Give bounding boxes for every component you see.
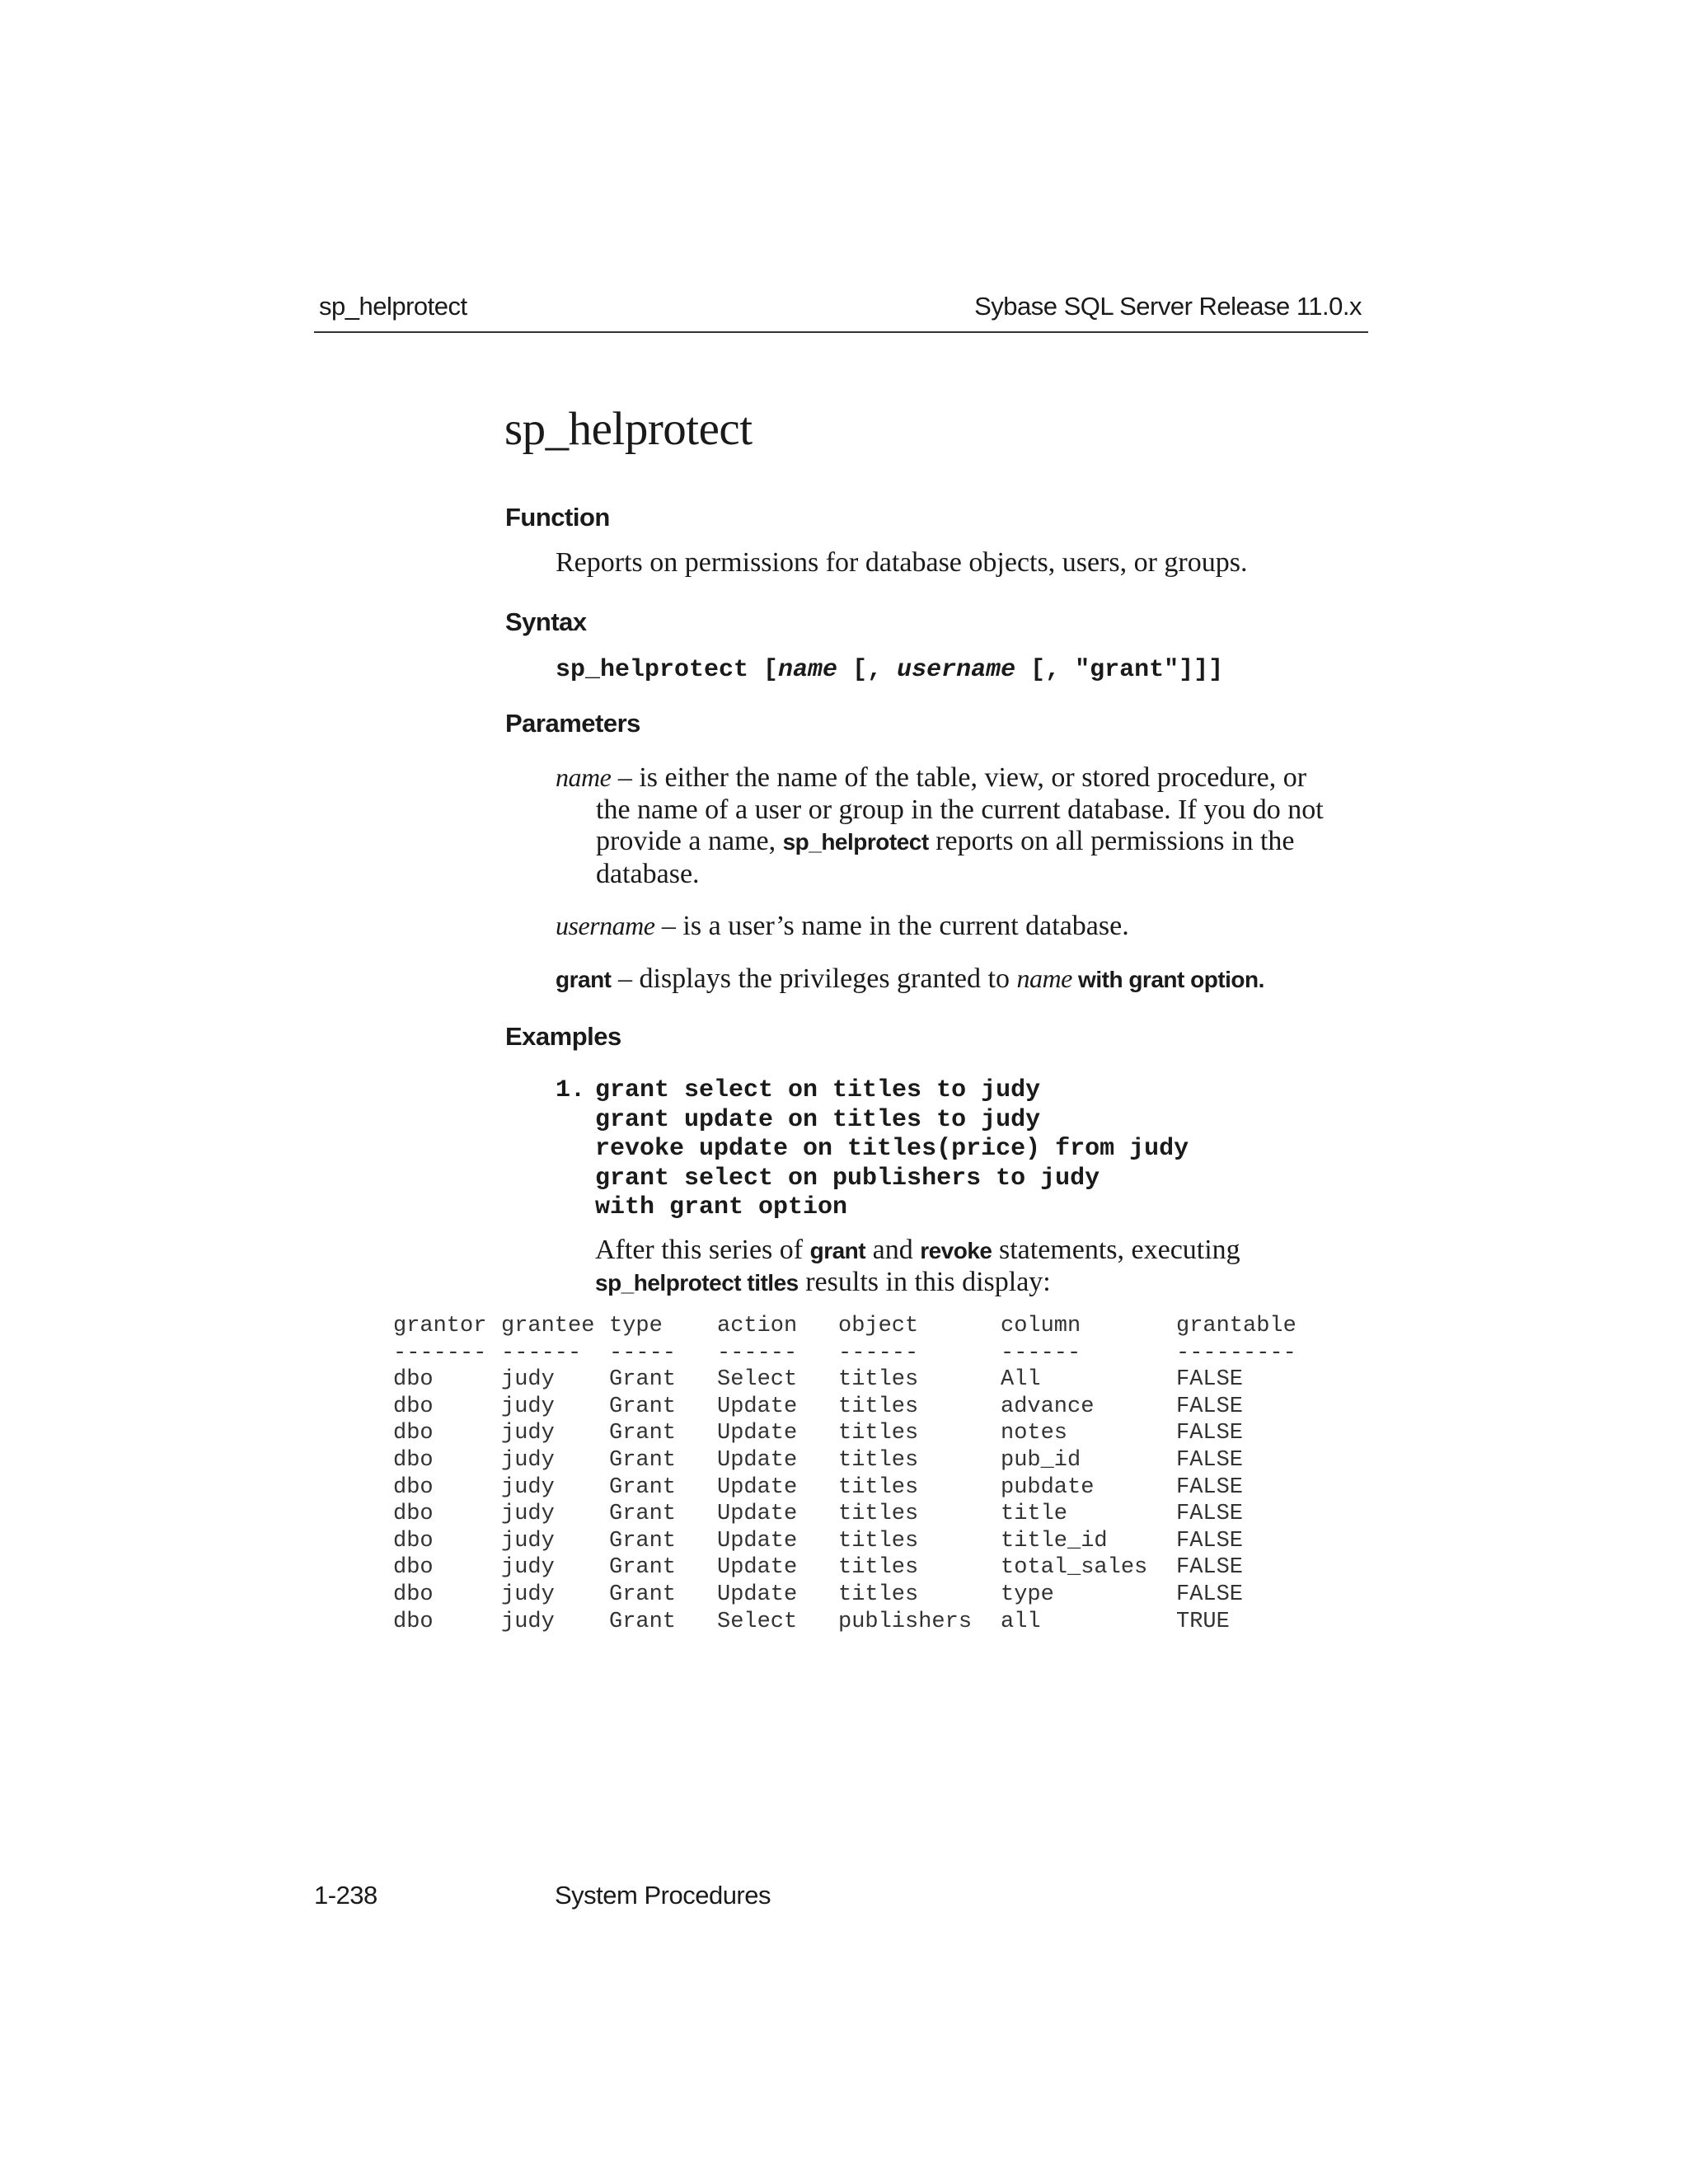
result-cell: Grant [609,1609,677,1634]
result-cell: Update [717,1447,798,1473]
result-cell: judy [501,1555,555,1581]
result-cell: judy [501,1447,555,1473]
result-cell: dbo [393,1528,434,1554]
result-underline-row [393,1340,1296,1368]
result-cell: Select [717,1609,798,1634]
example-desc-revoke: revoke [920,1238,992,1263]
footer-section: System Procedures [555,1881,771,1910]
result-cell: FALSE [1176,1367,1244,1393]
result-cell: titles [838,1421,919,1446]
result-cell: title_id [1001,1528,1108,1554]
param-username-term: username [556,911,655,940]
result-cell: judy [501,1394,555,1419]
result-cell: FALSE [1176,1394,1244,1419]
example-number: 1. [556,1076,586,1104]
result-cell: dbo [393,1394,434,1419]
param-name-dash: – [611,762,640,793]
example-desc-cmd: sp_helprotect titles [595,1270,799,1296]
result-cell: FALSE [1176,1474,1244,1500]
result-row [393,1502,1244,1529]
param-name [556,762,1372,890]
syntax-heading: Syntax [505,607,587,636]
result-cell: judy [501,1474,555,1500]
result-cell: all [1001,1609,1041,1634]
result-cell: Update [717,1394,798,1419]
result-cell: dbo [393,1447,434,1473]
result-row [393,1367,1244,1394]
header-left-title: sp_helprotect [319,292,467,321]
result-cell: Grant [609,1582,677,1607]
result-cell: titles [838,1502,919,1527]
result-cell: titles [838,1582,919,1607]
result-cell: dbo [393,1502,434,1527]
result-cell: TRUE [1176,1609,1230,1634]
result-underline: ----- [609,1340,677,1366]
result-cell: judy [501,1502,555,1527]
param-name-line3 [556,826,1372,859]
result-cell: dbo [393,1582,434,1607]
result-cell: FALSE [1176,1528,1244,1554]
result-cell: FALSE [1176,1555,1244,1581]
result-cell: Update [717,1555,798,1581]
result-cell: dbo [393,1367,434,1393]
example-code [595,1076,1189,1223]
result-underline: ------ [501,1340,582,1366]
result-cell: Grant [609,1421,677,1446]
result-header-cell: grantee [501,1314,595,1338]
param-name-term: name [556,762,612,792]
result-underline: ------ [838,1340,919,1366]
param-name-line3-pre: provide a name, [596,826,783,856]
result-header-cell: column [1001,1314,1081,1338]
result-cell: Select [717,1367,798,1393]
result-cell: dbo [393,1555,434,1581]
param-grant-dash: – [611,963,640,994]
result-table [393,1314,1296,1636]
result-cell: judy [501,1367,555,1393]
example-code-line: grant select on titles to judy [595,1076,1041,1104]
result-cell: Update [717,1474,798,1500]
result-cell: title [1001,1502,1068,1527]
result-cell: Grant [609,1474,677,1500]
result-cell: Grant [609,1528,677,1554]
example-code-line: revoke update on titles(price) from judy [595,1135,1189,1163]
result-row [393,1394,1244,1422]
param-name-line3-code: sp_helprotect [782,829,929,855]
result-cell: FALSE [1176,1582,1244,1607]
result-cell: Grant [609,1502,677,1527]
result-cell: dbo [393,1609,434,1634]
result-cell: All [1001,1367,1041,1393]
example-description [595,1235,1370,1299]
result-cell: Grant [609,1394,677,1419]
page-title: sp_helprotect [504,403,753,455]
result-cell: type [1001,1582,1054,1607]
syntax-command: sp_helprotect [ [556,656,779,684]
result-row [393,1582,1244,1610]
param-grant-text-pre: displays the privileges granted to [639,963,1017,994]
result-header-cell: grantable [1176,1314,1296,1338]
example-code-line: grant select on publishers to judy [595,1164,1100,1193]
result-cell: judy [501,1582,555,1607]
param-name-line3-post: reports on all permissions in the [928,826,1295,856]
syntax-separator: [, [837,656,898,684]
result-cell: Update [717,1421,798,1446]
result-cell: Update [717,1528,798,1554]
result-cell: FALSE [1176,1447,1244,1473]
example-code-line: grant update on titles to judy [595,1105,1041,1134]
result-row [393,1421,1244,1448]
syntax-tail: [, "grant"]]] [1015,656,1224,684]
result-cell: judy [501,1421,555,1446]
result-header-cell: object [838,1314,919,1338]
result-cell: publishers [838,1609,973,1634]
result-cell: notes [1001,1421,1068,1446]
result-cell: judy [501,1609,555,1634]
result-underline: ------ [1001,1340,1081,1366]
syntax-arg-name: name [778,656,838,684]
result-cell: titles [838,1474,919,1500]
header-right-release: Sybase SQL Server Release 11.0.x [974,292,1362,321]
param-username-dash: – [654,911,683,941]
result-cell: titles [838,1555,919,1581]
example-desc-part: and [865,1235,921,1265]
result-cell: Update [717,1502,798,1527]
example-desc-part: After this series of [595,1235,810,1265]
param-grant-text-post: with grant option. [1071,967,1264,992]
example-code-line: with grant option [595,1193,848,1221]
example-desc-part: statements, executing [992,1235,1240,1265]
result-cell: FALSE [1176,1421,1244,1446]
example-desc-part: results in this display: [798,1267,1051,1297]
param-name-line2: the name of a user or group in the current database. If you do not [596,794,1324,825]
result-underline: ------ [717,1340,798,1366]
result-cell: FALSE [1176,1502,1244,1527]
result-cell: titles [838,1367,919,1393]
result-cell: advance [1001,1394,1095,1419]
result-row [393,1609,1230,1637]
footer-page-number: 1-238 [314,1881,377,1910]
result-underline: ------- [393,1340,487,1366]
result-cell: titles [838,1394,919,1419]
result-cell: titles [838,1528,919,1554]
result-cell: dbo [393,1421,434,1446]
syntax-arg-username: username [897,656,1016,684]
result-rows [393,1367,1244,1636]
param-name-line1: is either the name of the table, view, or stored procedure, or [639,762,1307,793]
result-row [393,1474,1244,1502]
param-grant [556,963,1372,996]
param-grant-term: grant [556,967,612,992]
result-header-cell: action [717,1314,798,1338]
function-text: Reports on permissions for database objects, users, or groups. [556,547,1248,578]
result-header-cell: grantor [393,1314,487,1338]
result-header-row [393,1314,1296,1341]
result-header-cell: type [609,1314,663,1338]
result-cell: Update [717,1582,798,1607]
param-username-text: is a user’s name in the current database. [682,911,1129,941]
param-grant-name-term: name [1016,963,1072,993]
result-cell: Grant [609,1447,677,1473]
param-username [556,910,1372,943]
result-cell: pubdate [1001,1474,1095,1500]
result-cell: titles [838,1447,919,1473]
result-underline: --------- [1176,1340,1296,1366]
examples-heading: Examples [505,1022,621,1051]
function-heading: Function [505,503,610,532]
result-cell: Grant [609,1367,677,1393]
result-cell: total_sales [1001,1555,1148,1581]
result-row [393,1447,1244,1475]
result-cell: judy [501,1528,555,1554]
param-name-line4: database. [596,858,700,889]
result-cell: pub_id [1001,1447,1081,1473]
syntax-line [556,656,1223,684]
parameters-heading: Parameters [505,709,640,738]
running-header [314,288,1368,333]
result-cell: Grant [609,1555,677,1581]
result-row [393,1528,1244,1556]
result-cell: dbo [393,1474,434,1500]
result-row [393,1555,1244,1582]
example-desc-grant: grant [809,1238,866,1263]
